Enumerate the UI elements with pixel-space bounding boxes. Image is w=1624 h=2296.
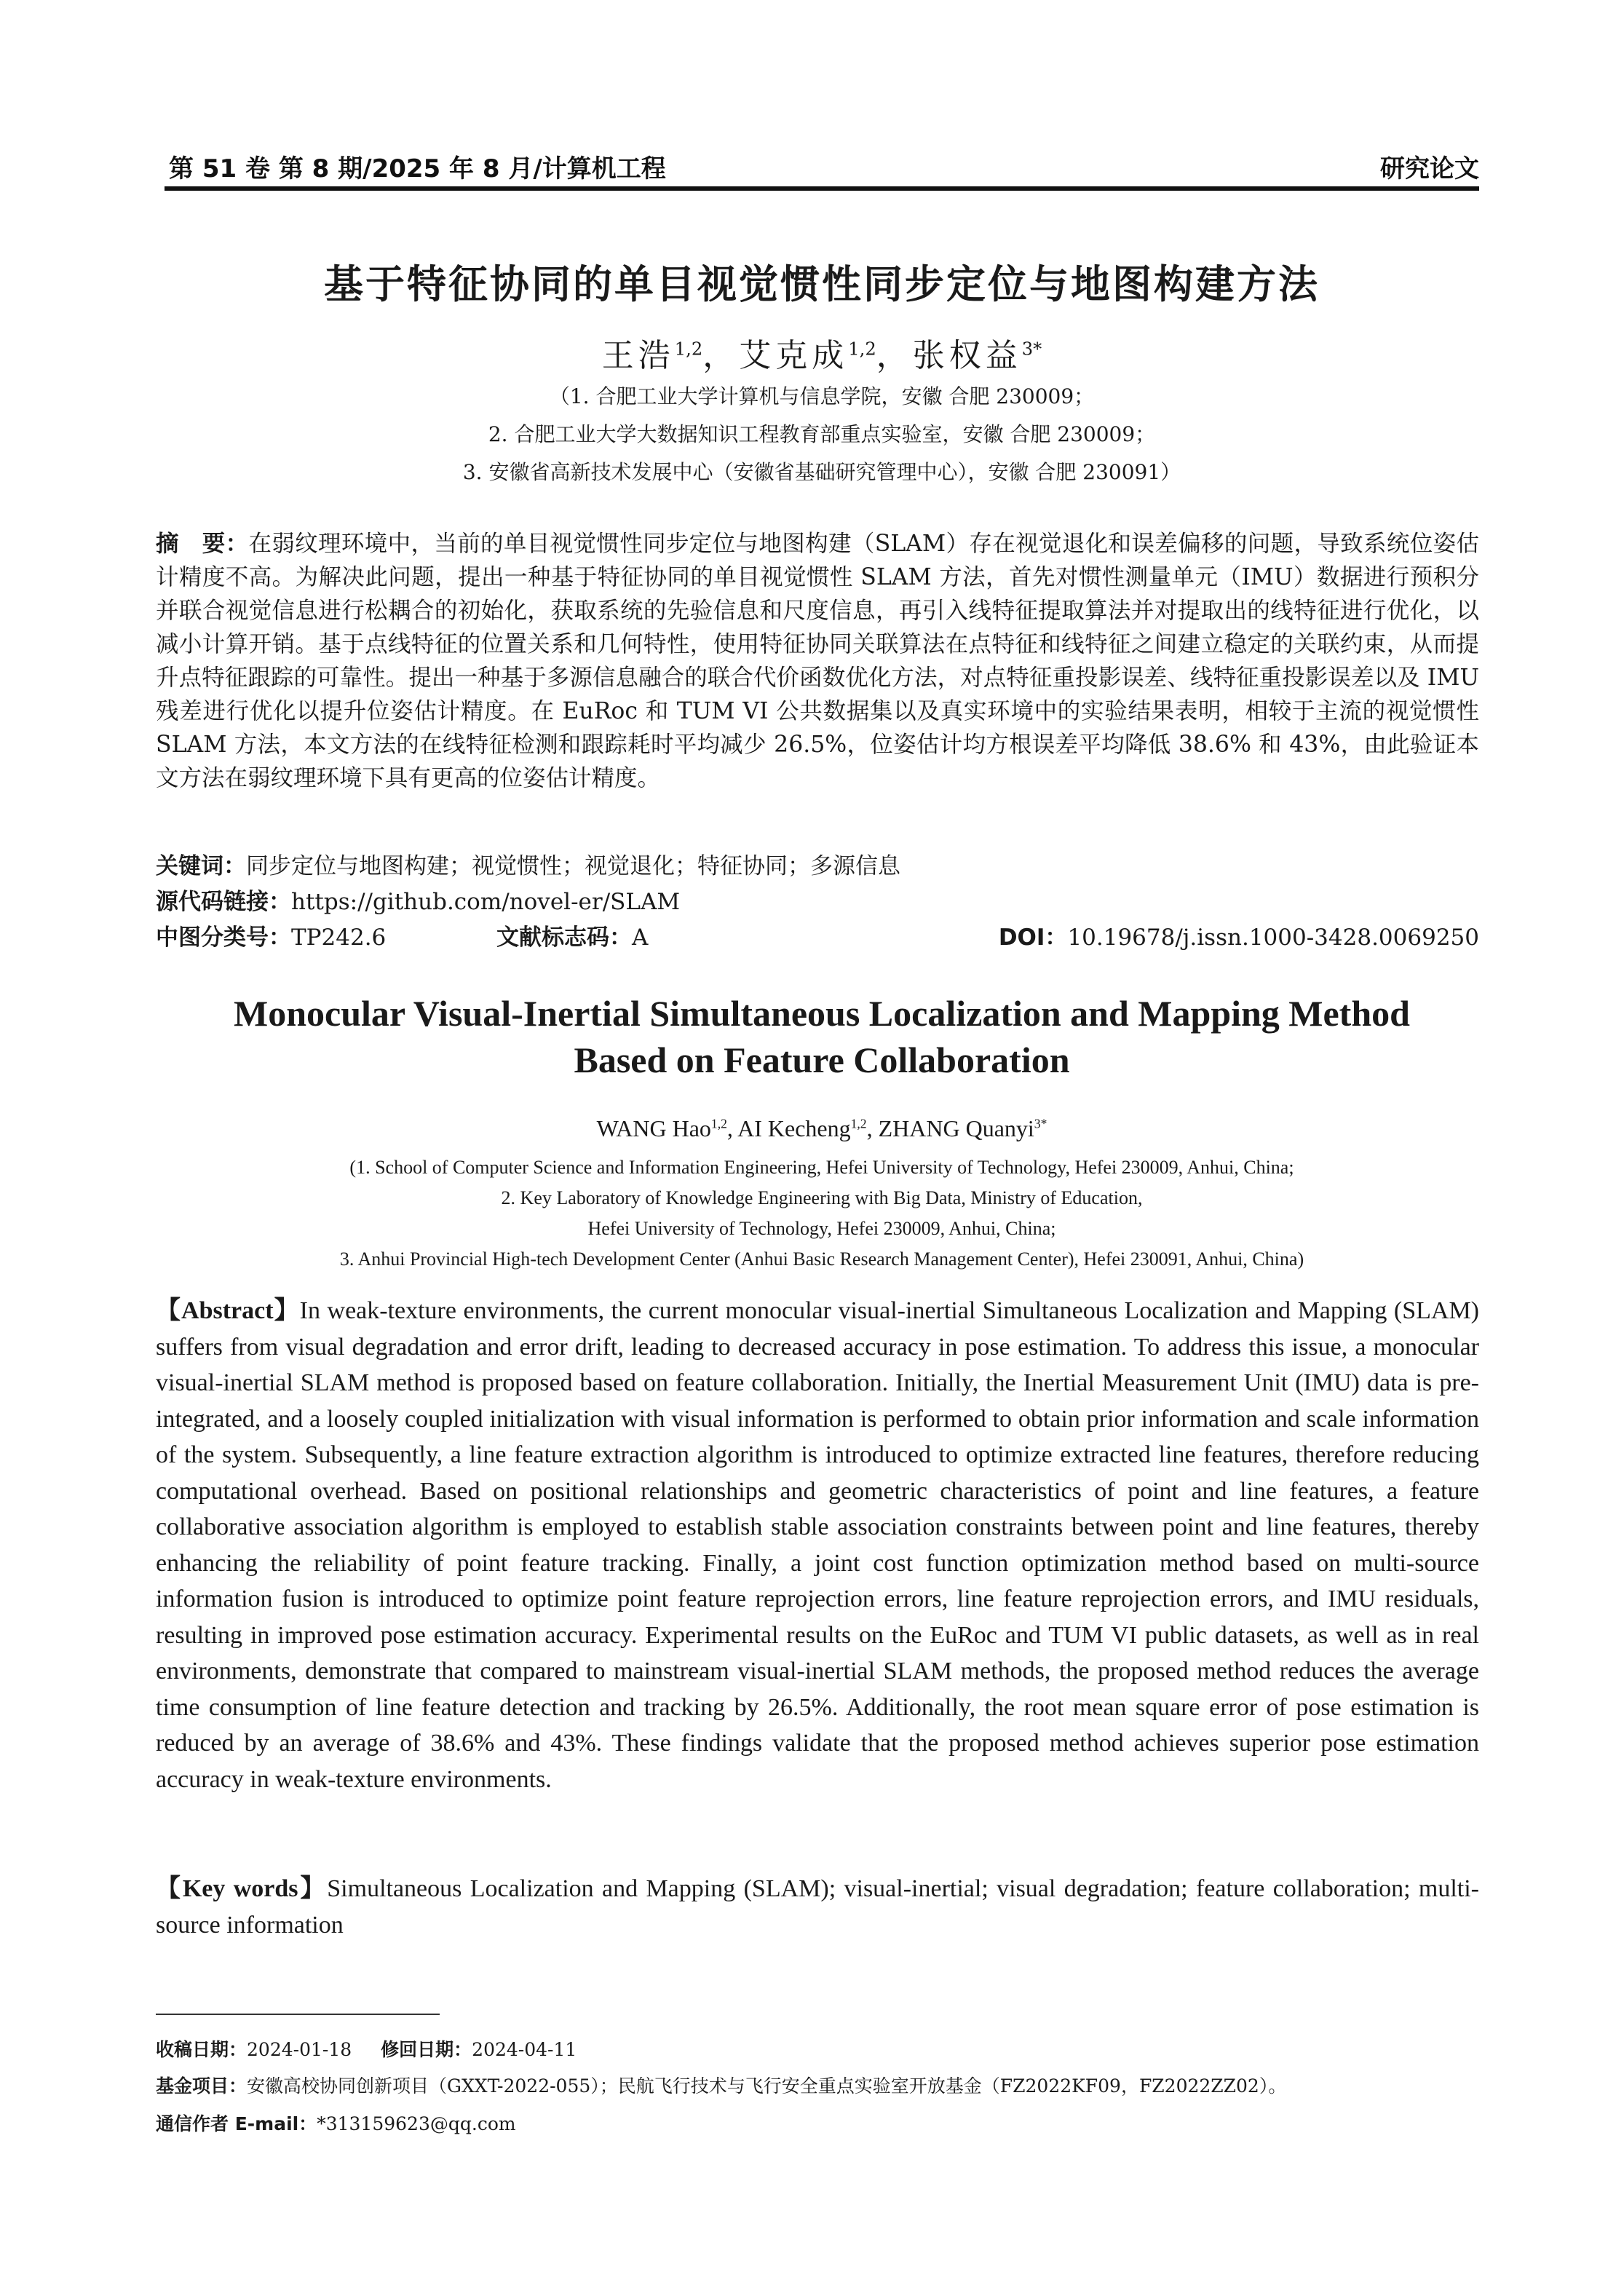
title-english-line-1: Monocular Visual-Inertial Simultaneous Localization and Mapping Method <box>234 993 1410 1034</box>
clc-label: 中图分类号： <box>156 925 291 951</box>
abstract-english <box>156 1293 1479 1797</box>
author-name: WANG Hao <box>596 1115 711 1141</box>
clc-value: TP242.6 <box>291 925 387 951</box>
correspondence-email[interactable]: *313159623@qq.com <box>317 2113 516 2134</box>
author-name: 张权益 <box>912 337 1022 374</box>
author-name: ZHANG Quanyi <box>878 1115 1034 1141</box>
title-chinese: 基于特征协同的单目视觉惯性同步定位与地图构建方法 <box>324 261 1320 307</box>
revised-date-value: 2024-04-11 <box>472 2039 577 2060</box>
affiliation-chinese-1: （1. 合肥工业大学计算机与信息学院，安徽 合肥 230009； <box>549 384 1095 408</box>
affiliation-english-2: 2. Key Laboratory of Knowledge Engineering with Big Data, Ministry of Education, <box>501 1187 1143 1208</box>
doi-value[interactable]: 10.19678/j.issn.1000-3428.0069250 <box>1067 925 1479 951</box>
affiliation-chinese-3: 3. 安徽省高新技术发展中心（安徽省基础研究管理中心），安徽 合肥 230091） <box>462 460 1181 484</box>
footnote-correspondence <box>156 2113 1479 2136</box>
keywords-chinese-text: 同步定位与地图构建；视觉惯性；视觉退化；特征协同；多源信息 <box>246 853 900 879</box>
source-code <box>156 887 680 917</box>
footnote-dates <box>156 2038 1479 2062</box>
author-name: 艾克成 <box>739 337 849 374</box>
affiliation-english-1: (1. School of Computer Science and Information Engineering, Hefei University of Technology, Hefei 230009, Anhui, China; <box>349 1157 1294 1178</box>
clc-number <box>156 923 386 952</box>
author-affiliation-mark: 1,2 <box>674 339 703 360</box>
keywords-chinese-label: 关键词： <box>156 853 246 879</box>
author-affiliation-mark: 3* <box>1034 1116 1047 1131</box>
affiliation-chinese-2: 2. 合肥工业大学大数据知识工程教育部重点实验室，安徽 合肥 230009； <box>488 422 1156 446</box>
keywords-chinese <box>156 852 900 881</box>
correspondence-label: 通信作者 E-mail： <box>156 2113 317 2134</box>
footnote-rule <box>156 2014 440 2015</box>
keywords-english-text: Simultaneous Localization and Mapping (SLAM); visual-inertial; visual degradation; feature collaboration; multi-source information <box>156 1875 1480 1939</box>
running-header <box>169 146 1479 183</box>
article-category: 研究论文 <box>1380 154 1479 183</box>
author-separator: ， <box>702 337 740 374</box>
document-code <box>496 923 648 952</box>
abstract-english-label: 【Abstract】 <box>156 1297 300 1324</box>
affiliation-english-4: 3. Anhui Provincial High-tech Development Center (Anhui Basic Research Management Center), Hefei 230091, Anhui, China) <box>339 1248 1304 1270</box>
revised-date-label: 修回日期： <box>381 2039 472 2060</box>
journal-issue: 第 51 卷 第 8 期/2025 年 8 月/计算机工程 <box>169 154 666 183</box>
abstract-chinese-label: 摘 要： <box>156 531 249 557</box>
affiliation-english-3: Hefei University of Technology, Hefei 230009, Anhui, China; <box>587 1218 1056 1239</box>
author-separator: , <box>866 1115 879 1141</box>
document-code-label: 文献标志码： <box>496 925 632 951</box>
received-date-value: 2024-01-18 <box>247 2039 352 2060</box>
funding-label: 基金项目： <box>156 2075 247 2097</box>
author-name: 王浩 <box>601 337 675 374</box>
title-english-line-2: Based on Feature Collaboration <box>574 1040 1070 1080</box>
author-name: AI Kecheng <box>737 1115 851 1141</box>
author-separator: , <box>726 1115 738 1141</box>
abstract-chinese <box>156 527 1479 795</box>
abstract-chinese-text: 在弱纹理环境中，当前的单目视觉惯性同步定位与地图构建（SLAM）存在视觉退化和误差偏移的问题，导致系统位姿估计精度不高。为解决此问题，提出一种基于特征协同的单目视觉惯性 SLAM 方法，首先对惯性测量单元（IMU）数据进行预积分并联合视觉信息进行松耦合的初始化，获取系统的先验信息和尺度信息，再引入线特征提取算法并对提取出的线特征进行优化，以减小计算开销。基于点线特征的位置关系和几何特性，使用特征协同关联算法在点特征和线特征之间建立稳定的关联约束，从而提升点特征跟踪的可靠性。提出一种基于多源信息融合的联合代价函数优化方法，对点特征重投影误差、线特征重投影误差以及 IMU 残差进行优化以提升位姿估计精度。在 EuRoc 和 TUM VI 公共数据集以及真实环境中的实验结果表明，相较于主流的视觉惯性 SLAM 方法，本文方法的在线特征检测和跟踪耗时平均减少 26.5%，位姿估计均方根误差平均降低 38.6% 和 43%，由此验证本文方法在弱纹理环境下具有更高的位姿估计精度。 <box>156 531 1479 791</box>
received-date-label: 收稿日期： <box>156 2039 247 2060</box>
authors-chinese <box>165 329 1479 376</box>
author-separator: ， <box>876 337 913 374</box>
footnote-funding <box>156 2075 1479 2098</box>
title-english <box>165 990 1479 1083</box>
document-code-value: A <box>632 925 649 951</box>
doi <box>999 923 1479 952</box>
keywords-english <box>156 1871 1479 1943</box>
author-affiliation-mark: 1,2 <box>848 339 876 360</box>
keywords-english-label: 【Key words】 <box>156 1875 328 1902</box>
authors-english <box>165 1115 1479 1142</box>
source-code-link[interactable]: https://github.com/novel-er/SLAM <box>291 889 681 915</box>
author-affiliation-mark: 3* <box>1021 339 1042 360</box>
classification-row <box>156 923 1479 952</box>
abstract-english-text: In weak-texture environments, the current monocular visual-inertial Simultaneous Localization and Mapping (SLAM) suffers from visual degradation and error drift, leading to decreased accuracy in pose estimation. To address this issue, a monocular visual-inertial SLAM method is proposed based on feature collaboration. Initially, the Inertial Measurement Unit (IMU) data is pre-integrated, and a loosely coupled initialization with visual information is performed to obtain prior information and scale information of the system. Subsequently, a line feature extraction algorithm is introduced to optimize extracted line features, therefore reducing computational overhead. Based on positional relationships and geometric characteristics of point and line features, a feature collaborative association algorithm is employed to establish stable association constraints between point and line features, thereby enhancing the reliability of point feature tracking. Finally, a joint cost function optimization method based on multi-source information fusion is introduced to optimize point feature reprojection errors, line feature reprojection errors, and IMU residuals, resulting in improved pose estimation accuracy. Experimental results on the EuRoc and TUM VI public datasets, as well as in real environments, demonstrate that compared to mainstream visual-inertial SLAM methods, the proposed method reduces the average time consumption of line feature detection and tracking by 26.5%. Additionally, the root mean square error of pose estimation is reduced by an average of 38.6% and 43%. These findings validate that the proposed method achieves superior pose estimation accuracy in weak-texture environments. <box>156 1297 1479 1793</box>
doi-label: DOI： <box>998 925 1068 951</box>
funding-value: 安徽高校协同创新项目（GXXT-2022-055）；民航飞行技术与飞行安全重点实验室开放基金（FZ2022KF09，FZ2022ZZ02）。 <box>247 2075 1287 2097</box>
header-rule <box>165 186 1479 191</box>
author-affiliation-mark: 1,2 <box>710 1116 727 1131</box>
source-code-label: 源代码链接： <box>156 889 291 915</box>
author-affiliation-mark: 1,2 <box>850 1116 867 1131</box>
